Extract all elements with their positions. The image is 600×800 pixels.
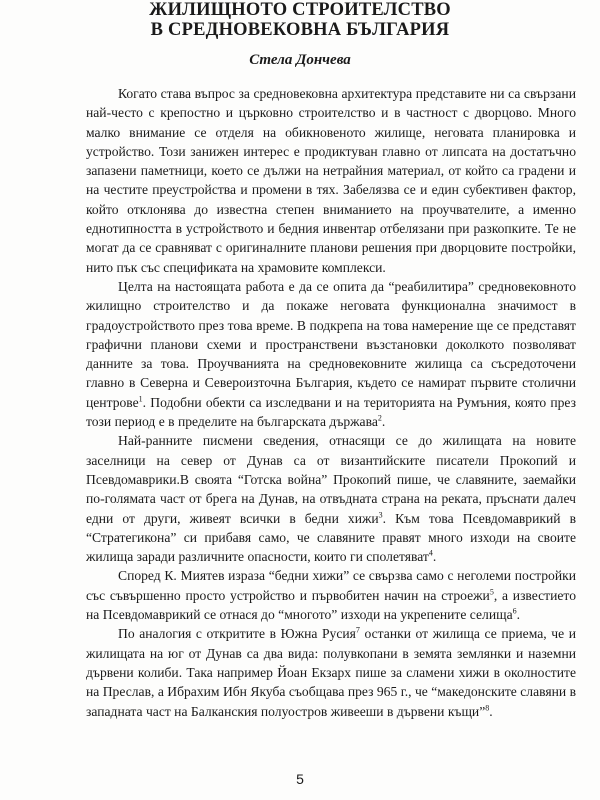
footnote-marker: 5 (489, 587, 494, 597)
article-title-line-1: ЖИЛИЩНОТО СТРОИТЕЛСТВО (149, 0, 451, 20)
paragraph-text: Когато става въпрос за средновековна архитектура представите ни са свързани най-често с крепостно и църковно строителство и в частност с дворцово. Много малко внимание се отделя на обикновеното жилище, неговата планировка и устройство. Този занижен интерес е продиктуван главно от липсата на достатъчно запазени паметници, което се дължи на нетрайния материал, от който са градени и на честите преустройства и промени в тях. Забелязва се и един субективен фактор, който отклонява до известна степен вниманието на проучвателите, а именно еднотипността в устройството и бедния инвентар отбелязани при разкопките. Те не могат да се сравняват с оригиналните планови решения при дворцовите постройки, нито пък със спецификата на храмовите комплекси. (86, 86, 576, 275)
article-body (86, 84, 576, 721)
footnote-marker: 6 (512, 606, 517, 616)
paragraph-text: Според К. Миятев израза “бедни хижи” се свързва само с неголеми постройки със съвършенно просто устройство и първобитен начин на строежи (86, 568, 576, 603)
footnote-marker: 8 (485, 702, 490, 712)
paragraph-text: . (381, 414, 386, 430)
footnote-marker: 7 (355, 625, 360, 635)
page-number: 5 (296, 771, 304, 787)
footnote-marker: 1 (138, 394, 143, 404)
body-paragraph (86, 277, 576, 431)
body-paragraph (86, 84, 576, 277)
paragraph-text: , а известието на Псевдомаврикий се отнася до “многото” изходи на укрепените селища (86, 587, 576, 623)
body-paragraph (86, 566, 576, 624)
paragraph-text: . (516, 607, 521, 623)
paragraph-text: Целта на настоящата работа е да се опита да “реабилитира” средновековното жилищно строителство и да покаже неговата функционална значимост в градоустройството през това време. В подкрепа на това намерение ще се представят графични планови схеми и пространствени възстановки доколкото позволяват данните за това. Проучванията на средновековните жилища са съсредоточени главно в Северна и Североизточна България, където се намират първите столични центрове (86, 278, 576, 410)
paragraph-text: . Към това Псевдомаврикий в “Стратегикона” си прибавя само, че славяните правят много изходи на своите жилища заради различните опасности, които ги сполетяват (86, 510, 576, 565)
paragraph-text: . Подобни обекти са изследвани и на територията на Румъния, която през този период е в пределите на българската държава (86, 394, 576, 430)
paragraph-text: останки от жилища се приема, че и жилищата на юг от Дунав са два вида: полувкопани в земята землянки и наземни дървени колиби. Така например Йоан Екзарх пише за сламени хижи в околностите на Преслав, а Ибрахим Ибн Якуба съобщава през 965 г., че “македонските славяни в западната част на Балканския полуостров живееши в дървени къщи” (86, 626, 576, 719)
article-title-line-2: В СРЕДНОВЕКОВНА БЪЛГАРИЯ (150, 20, 450, 40)
footnote-marker: 3 (378, 510, 383, 519)
paragraph-text: . (489, 703, 493, 719)
paragraph-text: По аналогия с откритите в Южна Русия (118, 626, 356, 642)
paragraph-text: Най-ранните писмени сведения, отнасящи се до жилищата на новите заселници на север от Дунав са от византийските писатели Прокопий и Псевдомаврики.В своята “Готска война” Прокопий пише, че славяните, заемайки по-голямата част от брега на Дунав, на отвъдната страна на реката, пръснати далеч едни от други, живеят всички в бедни хижи (86, 433, 576, 526)
author-name: Стела Дончева (249, 52, 351, 68)
body-paragraph (86, 431, 576, 566)
paragraph-text: . (432, 549, 437, 565)
footnote-marker: 2 (377, 413, 382, 423)
body-paragraph (86, 624, 576, 720)
footnote-marker: 4 (428, 548, 433, 558)
